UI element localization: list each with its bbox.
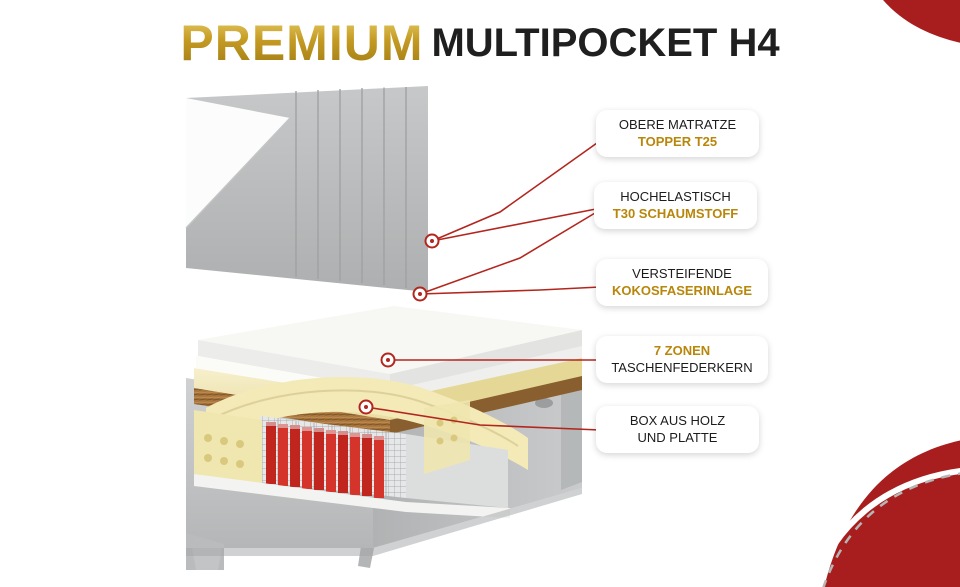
callout-topper-line1: OBERE MATRATZE	[618, 117, 737, 132]
callout-coconut-line2: KOKOSFASERINLAGE	[611, 282, 753, 298]
callout-topper-line2: TOPPER T25	[637, 133, 718, 149]
title-secondary: MULTIPOCKET H4	[431, 21, 780, 65]
callout-springs-line2: TASCHENFEDERKERN	[611, 359, 753, 375]
callout-foam-line1: HOCHELASTISCH	[620, 189, 731, 204]
callout-topper[interactable]	[596, 110, 759, 157]
bed-cutaway-illustration	[178, 78, 608, 570]
page-title	[0, 14, 960, 72]
callout-coconut[interactable]	[596, 259, 768, 306]
callout-springs-line1: 7 ZONEN	[653, 343, 711, 358]
callout-box-line1: BOX AUS HOLZ	[629, 413, 726, 428]
callout-foam[interactable]	[594, 182, 757, 229]
title-premium: PREMIUM	[180, 15, 424, 71]
callout-box-line2: UND PLATTE	[637, 429, 718, 445]
callout-box[interactable]	[596, 406, 759, 453]
callout-coconut-line1: VERSTEIFENDE	[632, 266, 732, 281]
callout-pocket-springs[interactable]	[596, 336, 768, 383]
callout-foam-line2: T30 SCHAUMSTOFF	[612, 205, 739, 221]
